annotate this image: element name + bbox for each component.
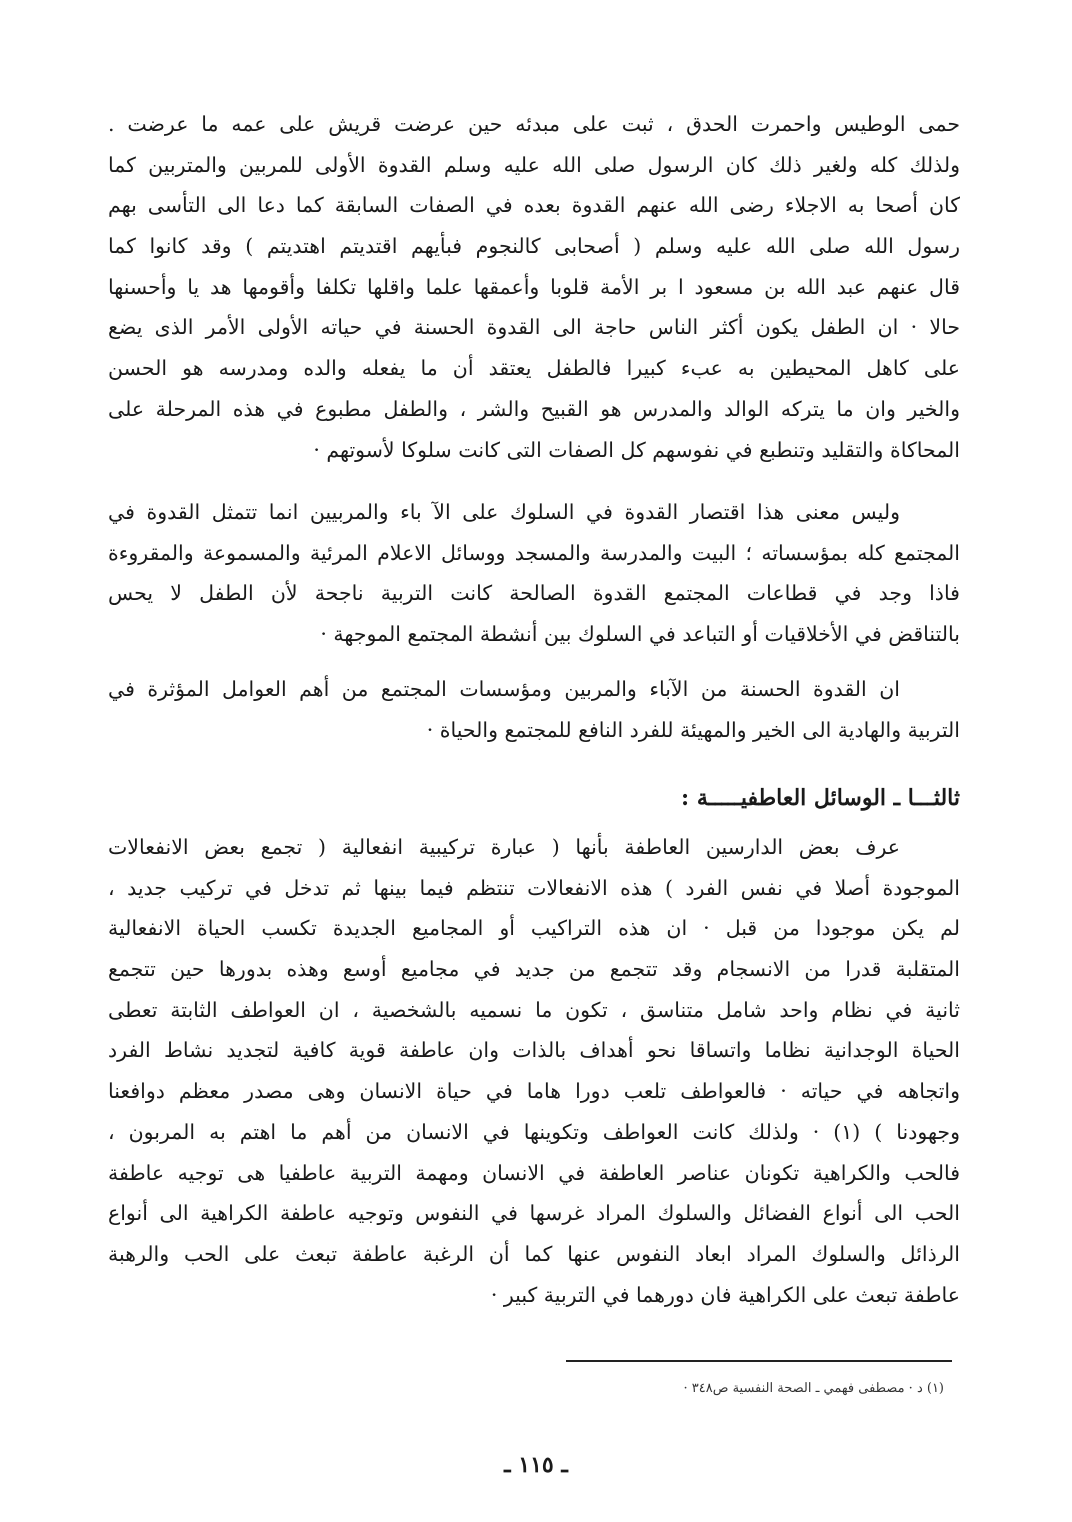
paragraph-4	[108, 827, 960, 1315]
text-line: المحاكاة والتقليد وتنطبع في نفوسهم كل الصفات التى كانت سلوكا لأسوتهم ·	[313, 437, 960, 462]
paragraph-3	[108, 669, 960, 750]
text-line: رسول الله صلى الله عليه وسلم ( أصحابى كالنجوم فبأيهم اقتديتم اهتديتم ) وقد كانوا كما	[108, 234, 960, 259]
text-line: والخير وان ما يتركه الوالد والمدرس هو القبيح والشر ، والطفل مطبوع في هذه المرحلة على	[108, 396, 960, 421]
text-line: المجتمع كله بمؤسساته ؛ البيت والمدرسة والمسجد ووسائل الاعلام المرئية والمسموعة والمقروءة	[108, 540, 960, 565]
text-line: على كاهل المحيطين به عبء كبيرا فالطفل يعتقد أن ما يفعله والده ومدرسه هو الحسن	[108, 356, 960, 381]
text-line: الموجودة أصلا في نفس الفرد ) هذه الانفعالات تنتظم فيما بينها ثم تدخل في تركيب جديد ،	[108, 875, 960, 900]
text-line: حمى الوطيس واحمرت الحدق ، ثبت على مبدئه حين عرضت قريش على عمه ما عرضت .	[108, 112, 960, 136]
text-line: التربية والهادية الى الخير والمهيئة للفرد النافع للمجتمع والحياة ·	[426, 717, 960, 742]
footnote: (١) د · مصطفى فهمي ـ الصحة النفسية ص٣٤٨ ·	[683, 1381, 944, 1396]
text-line: ولذلك كله ولغير ذلك كان الرسول صلى الله عليه وسلم القدوة الأولى للمربين والمتربين كما	[108, 152, 960, 177]
text-line: فالحب والكراهية تكونان عناصر العاطفة في الانسان ومهمة التربية عاطفيا هى توجيه عاطفة	[108, 1160, 960, 1185]
text-line: لم يكن موجودا من قبل · ان هذه التراكيب أو المجاميع الجديدة تكسب الحياة الانفعالية	[108, 916, 960, 941]
text-line: عاطفة تبعث على الكراهية فان دورهما في التربية كبير ·	[490, 1282, 960, 1307]
paragraph-1	[108, 104, 960, 470]
text-line: الحياة الوجدانية نظاما واتساقا نحو أهداف بالذات وان عاطفة قوية كافية لتجديد نشاط الفرد	[108, 1038, 960, 1063]
text-line: المتقلبة قدرا من الانسجام وقد تتجمع من جديد في مجاميع أوسع وهذه بدورها حين تتجمع	[108, 957, 960, 982]
text-line: حالا · ان الطفل يكون أكثر الناس حاجة الى القدوة الحسنة في حياته الأولى الأمر الذى يضع	[108, 315, 960, 340]
footnote-divider	[566, 1360, 952, 1362]
section-heading: ثالثـــا ـ الوسائل العاطفيـــــة :	[681, 785, 960, 811]
text-line: وجهودنا ) (١) · ولذلك كانت العواطف وتكوينها في الانسان من أهم ما اهتم به المربون ،	[108, 1119, 960, 1144]
text-line: وليس معنى هذا اقتصار القدوة في السلوك على الآ باء والمربيين انما تتمثل القدوة في	[108, 500, 900, 524]
text-line: قال عنهم عبد الله بن مسعود ا بر الأمة قلوبا وأعمقها علما واقلها تكلفا وأقومها هد يا وأحسنها	[108, 274, 960, 299]
text-line: الرذائل والسلوك المراد ابعاد النفوس عنها كما أن الرغبة عاطفة تبعث على الحب والرهبة	[108, 1241, 960, 1266]
page-number: ـ ١١٥ ـ	[504, 1452, 568, 1478]
text-line: فاذا وجد في قطاعات المجتمع القدوة الصالحة كانت التربية ناجحة لأن الطفل لا يحس	[108, 581, 960, 606]
text-line: بالتناقض في الأخلاقيات أو التباعد في السلوك بين أنشطة المجتمع الموجهة ·	[320, 622, 960, 647]
text-line: عرف بعض الدارسين العاطفة بأنها ( عبارة تركيبية انفعالية ( تجمع بعض الانفعالات	[108, 835, 900, 859]
text-line: الحب الى أنواع الفضائل والسلوك المراد غرسها في النفوس وتوجيه عاطفة الكراهية الى أنواع	[108, 1201, 960, 1226]
text-line: واتجاهه في حياته · فالعواطف تلعب دورا هاما في حياة الانسان وهى مصدر معظم دوافعنا	[108, 1079, 960, 1104]
text-line: ان القدوة الحسنة من الآباء والمربين ومؤسسات المجتمع من أهم العوامل المؤثرة في	[108, 677, 900, 701]
paragraph-2	[108, 492, 960, 655]
text-line: ثانية في نظام واحد شامل متناسق ، تكون ما نسميه بالشخصية ، ان العواطف الثابتة تعطى	[108, 997, 960, 1022]
text-line: كان أصحا به الاجلاء رضى الله عنهم القدوة بعده في الصفات السابقة كما دعا الى التأسى بهم	[108, 193, 960, 218]
